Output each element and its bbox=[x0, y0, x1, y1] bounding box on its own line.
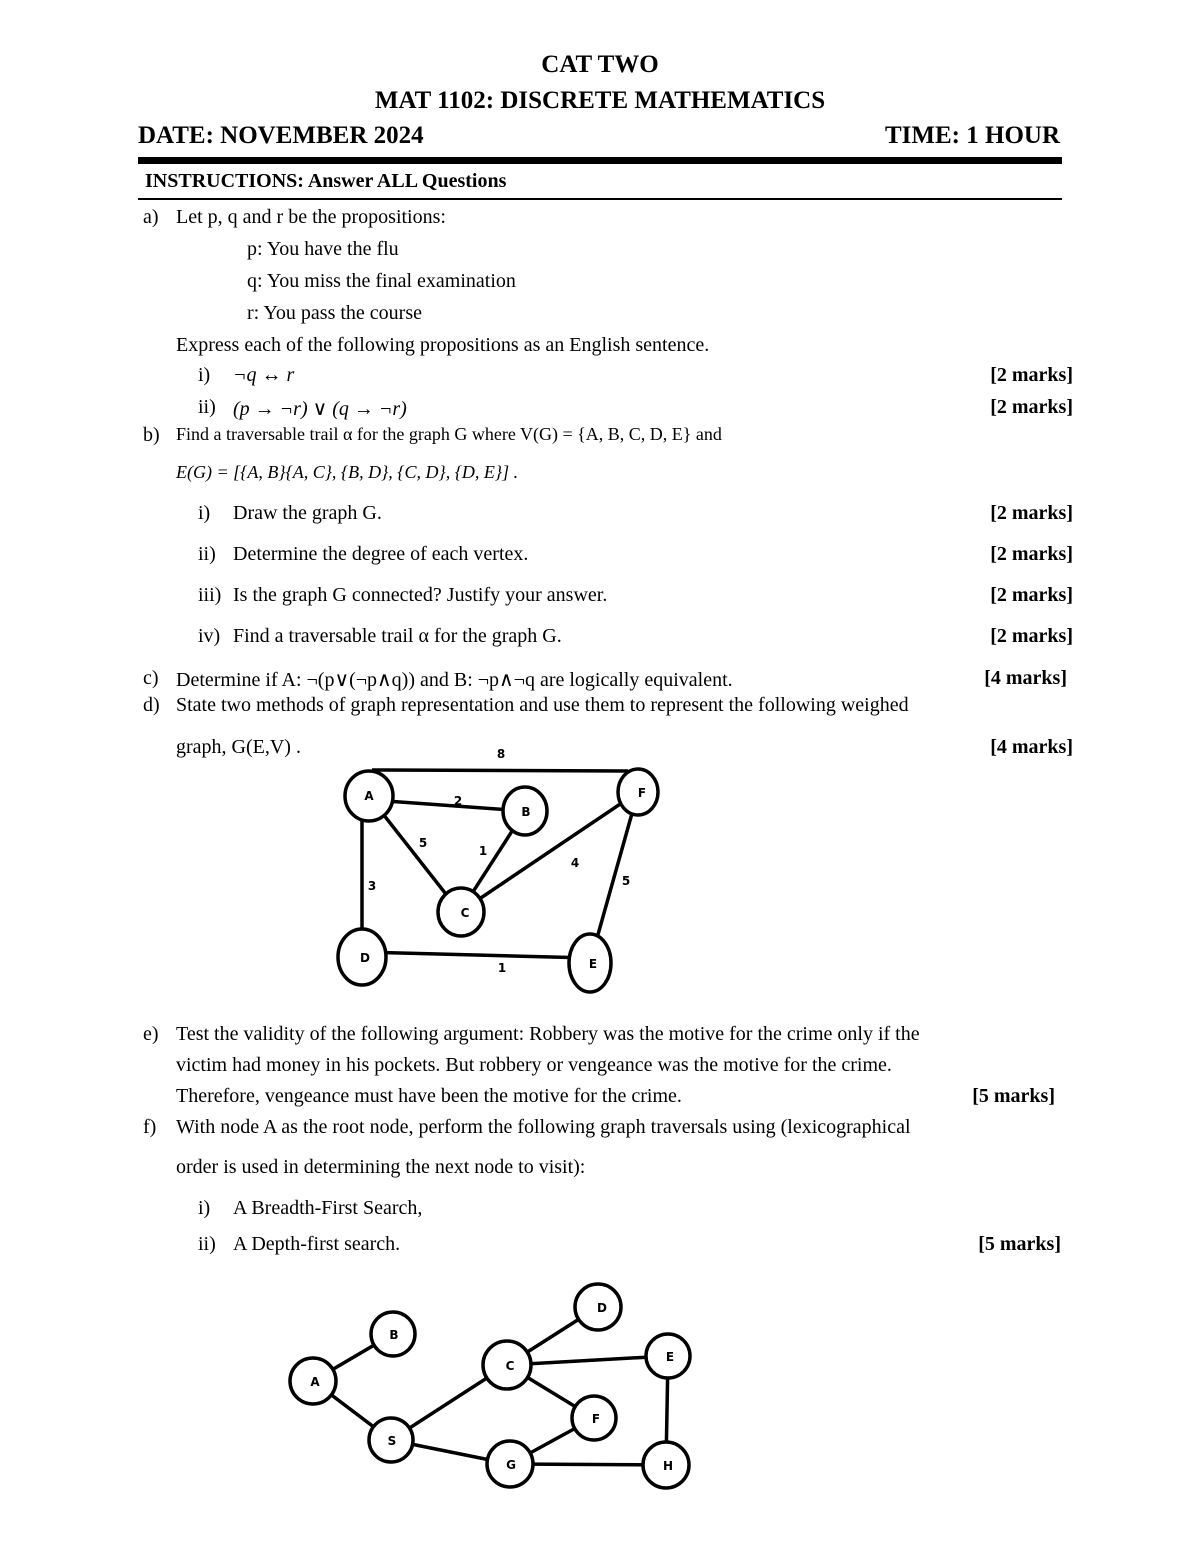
question-b-iii-text: Is the graph G connected? Justify your answer. bbox=[233, 584, 608, 606]
question-b-i-text: Draw the graph G. bbox=[233, 502, 382, 524]
node-b-label: B bbox=[521, 805, 531, 819]
node-f-label: F bbox=[591, 1412, 601, 1426]
question-a-i-formula: ¬q ↔ r bbox=[233, 364, 295, 386]
node-e-label: E bbox=[665, 1350, 675, 1364]
question-f-marks: [5 marks] bbox=[978, 1233, 1061, 1255]
question-b-label: b) bbox=[143, 424, 160, 446]
weight-d-e: 1 bbox=[497, 961, 507, 975]
question-f-line2: order is used in determining the next node to visit): bbox=[176, 1156, 586, 1178]
node-d-label: D bbox=[597, 1301, 607, 1315]
course-title: MAT 1102: DISCRETE MATHEMATICS bbox=[374, 87, 826, 114]
question-b-iii-label: iii) bbox=[198, 584, 222, 606]
question-e-line1: Test the validity of the following argument: Robbery was the motive for the crime only if the bbox=[176, 1023, 920, 1045]
question-c-marks: [4 marks] bbox=[984, 667, 1067, 689]
question-a-i-label: i) bbox=[198, 364, 211, 386]
question-a-ii-marks: [2 marks] bbox=[990, 396, 1073, 418]
node-d-label: D bbox=[360, 951, 370, 965]
question-b-iii-marks: [2 marks] bbox=[990, 584, 1073, 606]
question-b-line1: Find a traversable trail α for the graph G where V(G) = {A, B, C, D, E} and bbox=[176, 424, 722, 444]
weight-c-f: 4 bbox=[570, 856, 580, 870]
node-g-label: G bbox=[506, 1458, 516, 1472]
question-b-iv-marks: [2 marks] bbox=[990, 625, 1073, 647]
question-f-ii-label: ii) bbox=[198, 1233, 216, 1255]
proposition-p: p: You have the flu bbox=[247, 238, 399, 260]
node-a-label: A bbox=[310, 1375, 320, 1389]
question-b-iv-text: Find a traversable trail α for the graph G. bbox=[233, 625, 562, 647]
weight-a-f: 8 bbox=[496, 747, 506, 761]
question-c-label: c) bbox=[143, 667, 159, 689]
exam-time: TIME: 1 HOUR bbox=[885, 122, 1060, 149]
question-e-marks: [5 marks] bbox=[972, 1085, 1055, 1107]
question-a-i-marks: [2 marks] bbox=[990, 364, 1073, 386]
weight-a-d: 3 bbox=[367, 879, 377, 893]
question-e-line2: victim had money in his pockets. But robbery or vengeance was the motive for the crime. bbox=[176, 1054, 892, 1076]
weight-a-b: 2 bbox=[453, 794, 463, 808]
question-f-ii-text: A Depth-first search. bbox=[233, 1233, 401, 1255]
question-d-label: d) bbox=[143, 694, 160, 716]
weight-f-e: 5 bbox=[621, 874, 631, 888]
node-f-label: F bbox=[637, 786, 647, 800]
question-b-ii-marks: [2 marks] bbox=[990, 543, 1073, 565]
instructions: INSTRUCTIONS: Answer ALL Questions bbox=[145, 170, 507, 192]
weight-b-c: 1 bbox=[478, 844, 488, 858]
question-a-intro: Let p, q and r be the propositions: bbox=[176, 206, 446, 228]
proposition-q: q: You miss the final examination bbox=[247, 270, 516, 292]
question-f-i-label: i) bbox=[198, 1197, 211, 1219]
question-d-line1: State two methods of graph representation and use them to represent the following weighed bbox=[176, 694, 909, 716]
question-a-label: a) bbox=[143, 206, 159, 228]
question-b-iv-label: iv) bbox=[198, 625, 221, 647]
node-s-label: S bbox=[387, 1434, 397, 1448]
question-f-label: f) bbox=[143, 1116, 157, 1138]
question-b-i-marks: [2 marks] bbox=[990, 502, 1073, 524]
question-b-ii-label: ii) bbox=[198, 543, 216, 565]
question-c-text: Determine if A: ¬(p∨(¬p∧q)) and B: ¬p∧¬q are logically equivalent. bbox=[176, 669, 733, 691]
question-f-i-text: A Breadth-First Search, bbox=[233, 1197, 423, 1219]
question-e-line3: Therefore, vengeance must have been the motive for the crime. bbox=[176, 1085, 682, 1107]
exam-date: DATE: NOVEMBER 2024 bbox=[138, 122, 424, 149]
question-e-label: e) bbox=[143, 1023, 159, 1045]
proposition-r: r: You pass the course bbox=[247, 302, 422, 324]
question-b-i-label: i) bbox=[198, 502, 211, 524]
question-a-ii-formula: (p → ¬r) ∨ (q → ¬r) bbox=[233, 398, 407, 420]
node-e-label: E bbox=[588, 957, 598, 971]
question-a-instruction: Express each of the following propositions as an English sentence. bbox=[176, 334, 710, 356]
question-b-ii-text: Determine the degree of each vertex. bbox=[233, 543, 529, 565]
node-c-label: C bbox=[505, 1359, 515, 1373]
question-b-line2: E(G) = [{A, B}{A, C}, {B, D}, {C, D}, {D, E}] . bbox=[176, 462, 519, 482]
node-h-label: H bbox=[662, 1459, 674, 1473]
question-d-line2: graph, G(E,V) . bbox=[176, 736, 301, 758]
node-b-label: B bbox=[389, 1328, 399, 1342]
question-a-ii-label: ii) bbox=[198, 396, 216, 418]
node-a-label: A bbox=[364, 789, 374, 803]
question-d-marks: [4 marks] bbox=[990, 736, 1073, 758]
exam-title: CAT TWO bbox=[541, 51, 659, 78]
node-c-label: C bbox=[460, 906, 470, 920]
weight-a-c: 5 bbox=[418, 836, 428, 850]
question-f-line1: With node A as the root node, perform the following graph traversals using (lexicographical bbox=[176, 1116, 911, 1138]
